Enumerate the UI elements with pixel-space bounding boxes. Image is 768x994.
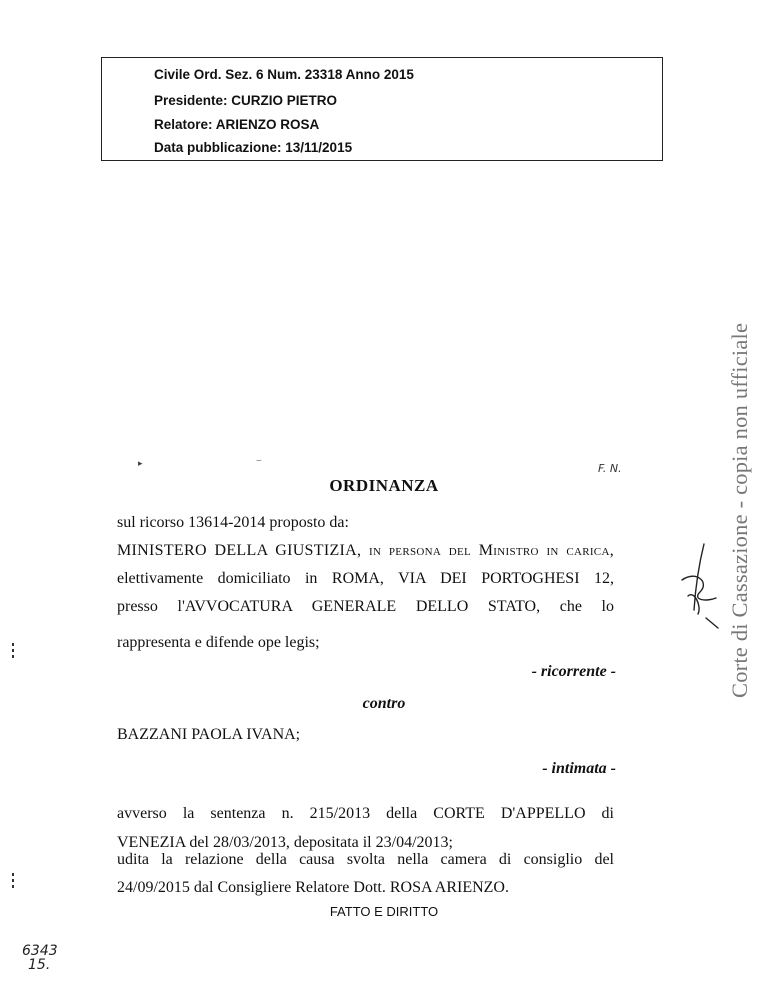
- document-title: ORDINANZA: [329, 476, 439, 495]
- handwritten-signature: [676, 540, 722, 630]
- ricorrente-line-3: presso l'AVVOCATURA GENERALE DELLO STATO, che lo: [117, 598, 614, 615]
- contro-label: contro: [362, 695, 406, 712]
- unofficial-copy-stamp: Corte di Cassazione - copia non ufficiale: [727, 322, 752, 698]
- scan-mark: ⌣: [256, 455, 262, 465]
- ricorrente-line-4: rappresenta e difende ope legis;: [117, 634, 320, 651]
- handwritten-initials: F. N.: [598, 462, 622, 475]
- handwritten-number: [22, 944, 58, 972]
- binding-marks: [12, 870, 16, 891]
- intimata-name: BAZZANI PAOLA IVANA;: [117, 726, 301, 743]
- avverso-line-2: VENEZIA del 28/03/2013, depositata il 23/04/2013;: [117, 834, 453, 851]
- case-number: Civile Ord. Sez. 6 Num. 23318 Anno 2015: [154, 67, 414, 82]
- udita-line-1: udita la relazione della causa svolta nella camera di consiglio del: [117, 851, 614, 868]
- handwritten-number-line-2: 15.: [28, 957, 51, 973]
- publication-date: Data pubblicazione: 13/11/2015: [154, 140, 353, 155]
- scan-mark: ▸: [138, 458, 143, 468]
- presidente: Presidente: CURZIO PIETRO: [154, 93, 338, 108]
- section-heading: FATTO E DIRITTO: [329, 904, 439, 919]
- handwritten-number-line-1: 6343: [22, 943, 58, 959]
- avverso-line-1: avverso la sentenza n. 215/2013 della CORTE D'APPELLO di: [117, 805, 614, 822]
- ricorrente-line-1: MINISTERO DELLA GIUSTIZIA, in persona del Ministro in carica,: [117, 542, 614, 559]
- ricorrente-role: - ricorrente -: [531, 663, 616, 680]
- ricorrente-line-2: elettivamente domiciliato in ROMA, VIA DEI PORTOGHESI 12,: [117, 570, 614, 587]
- metadata-box: [101, 57, 663, 161]
- intimata-role: - intimata -: [542, 760, 616, 777]
- binding-marks: [12, 640, 16, 661]
- intro-line: sul ricorso 13614-2014 proposto da:: [117, 514, 349, 531]
- relatore: Relatore: ARIENZO ROSA: [154, 117, 320, 132]
- udita-line-2: 24/09/2015 dal Consigliere Relatore Dott. ROSA ARIENZO.: [117, 879, 509, 896]
